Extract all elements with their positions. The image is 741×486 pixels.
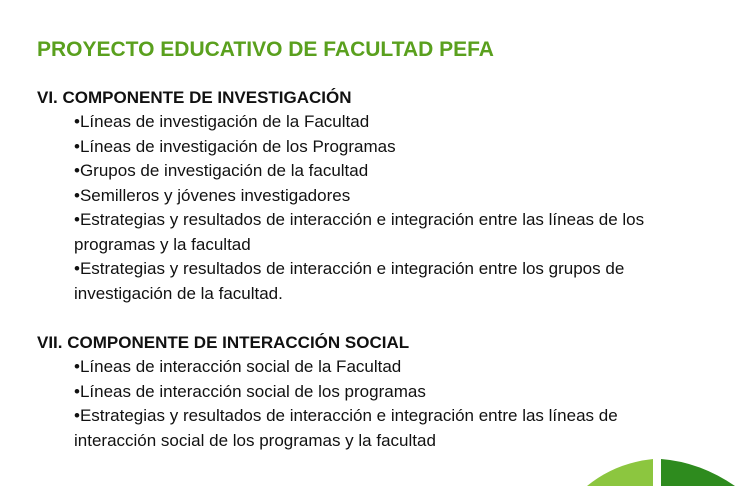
- section-heading: VI. COMPONENTE DE INVESTIGACIÓN: [37, 88, 352, 107]
- logo-light-segment: [587, 459, 653, 486]
- list-item: • Estrategias y resultados de interacción e integración entre las líneas de interacción social de los programas y la facultad: [74, 404, 697, 453]
- list-item: • Líneas de interacción social de los programas: [74, 380, 697, 405]
- list-item: • Líneas de investigación de la Facultad: [74, 110, 697, 135]
- section-investigacion: [37, 86, 697, 306]
- list-item: • Estrategias y resultados de interacción e integración entre las líneas de los programas y la facultad: [74, 208, 697, 257]
- logo-dark-segment: [661, 459, 735, 486]
- list-item: • Grupos de investigación de la facultad: [74, 159, 697, 184]
- logo-shape: [575, 455, 741, 486]
- logo-graphic: [575, 455, 741, 486]
- list-item: • Líneas de investigación de los Programas: [74, 135, 697, 160]
- list-item: • Semilleros y jóvenes investigadores: [74, 184, 697, 209]
- bullet-list: [37, 110, 697, 306]
- list-item: • Líneas de interacción social de la Facultad: [74, 355, 697, 380]
- list-item: • Estrategias y resultados de interacción e integración entre los grupos de investigación de la facultad.: [74, 257, 697, 306]
- section-interaccion-social: [37, 331, 697, 453]
- page-title: PROYECTO EDUCATIVO DE FACULTAD PEFA: [37, 38, 494, 61]
- section-heading: VII. COMPONENTE DE INTERACCIÓN SOCIAL: [37, 333, 410, 352]
- bullet-list: [37, 355, 697, 453]
